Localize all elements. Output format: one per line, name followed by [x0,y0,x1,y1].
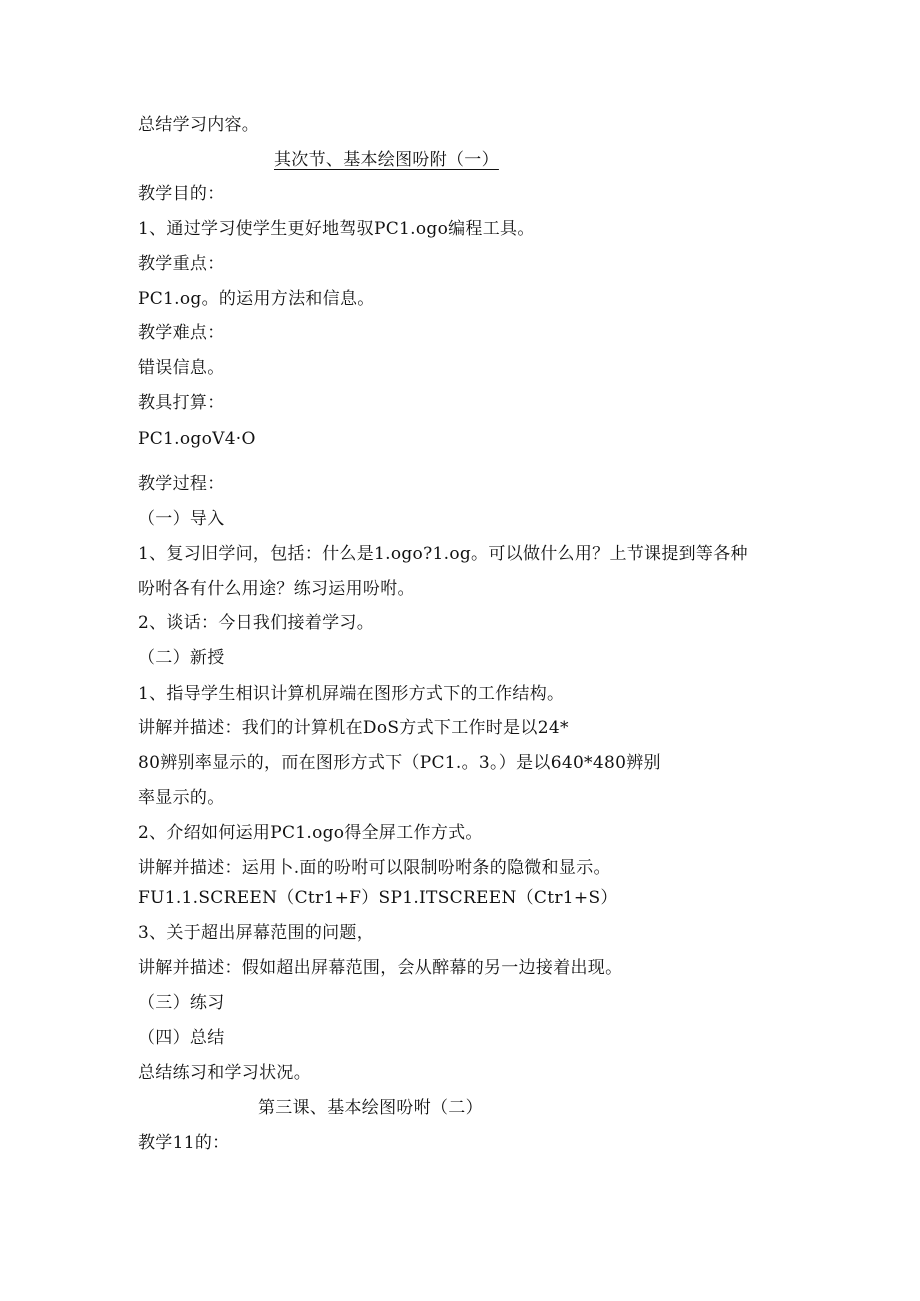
text-line: 讲解并描述：运用卜.面的吩咐可以限制吩咐条的隐微和显示。 [138,858,611,878]
text-line: 80辨别率显示的，而在图形方式下（PC1.。3。）是以640*480辨别 [138,753,661,773]
text-line: 教学过程： [138,474,225,494]
text-line: 教学难点： [138,323,225,343]
text-line: 教学重点： [138,254,225,274]
text-line: 3、关于超出屏幕范围的问题， [138,923,375,943]
text-line: 讲解并描述：我们的计算机在DoS方式下工作时是以24* [138,718,569,738]
text-line: 率显示的。 [138,788,225,808]
text-line: PC1.og。的运用方法和信息。 [138,289,375,309]
text-line: 教学目的： [138,184,225,204]
text-line: 1、指导学生相识计算机屏端在图形方式下的工作结构。 [138,684,565,704]
section-heading: 其次节、基本绘图吩附（一） [274,150,499,170]
text-line: 教学11的： [138,1133,230,1153]
text-line: 讲解并描述：假如超出屏幕范围，会从醉幕的另一边接着出现。 [138,958,623,978]
text-line: 教具打算： [138,393,225,413]
text-line: 总结学习内容。 [138,115,260,135]
text-line: 1、复习旧学问，包括：什么是1.ogo?1.og。可以做什么用？上节课提到等各种 [138,544,748,564]
text-line: （四）总结 [138,1028,225,1048]
text-line: PC1.ogoV4·O [138,429,256,449]
text-line: 2、谈话：今日我们接着学习。 [138,613,375,633]
text-line: FU1.1.SCREEN（Ctr1+F）SP1.ITSCREEN（Ctr1+S） [138,888,618,908]
text-line: （一）导入 [138,509,225,529]
text-line: 1、通过学习使学生更好地驾驭PC1.ogo编程工具。 [138,219,535,239]
text-line: 2、介绍如何运用PC1.ogo得全屏工作方式。 [138,823,483,843]
section-heading: 第三课、基本绘图吩咐（二） [258,1098,483,1118]
text-line: 吩咐各有什么用途？练习运用吩咐。 [138,579,415,599]
text-line: （三）练习 [138,993,225,1013]
text-line: 总结练习和学习状况。 [138,1063,311,1083]
text-line: 错误信息。 [138,358,225,378]
text-line: （二）新授 [138,648,225,668]
